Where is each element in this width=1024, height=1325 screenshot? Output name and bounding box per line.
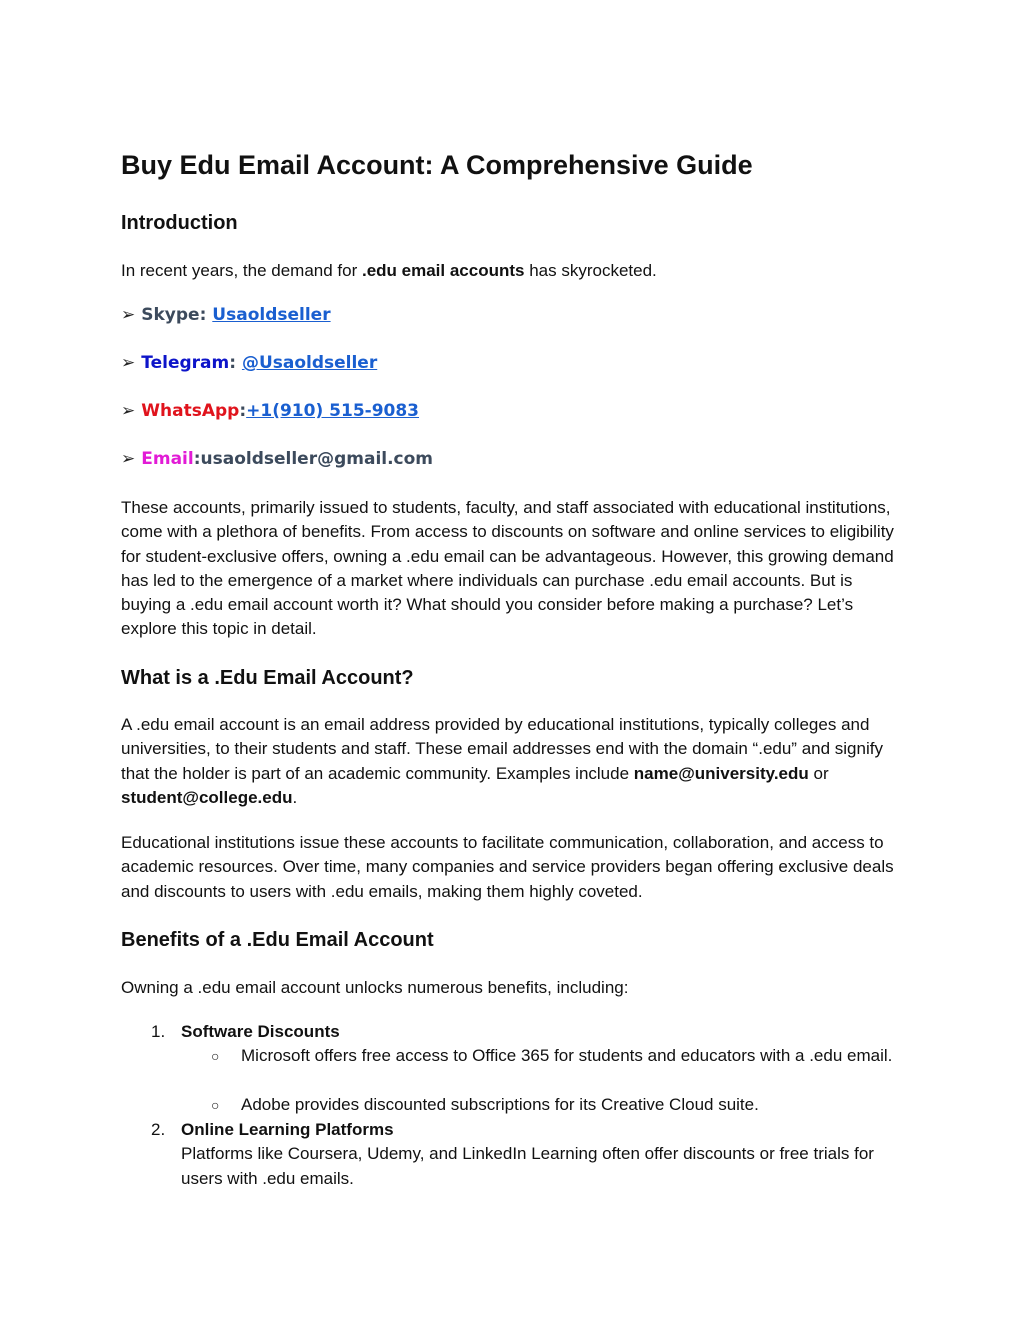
arrow-icon: ➢ [121, 353, 136, 373]
arrow-icon: ➢ [121, 401, 136, 421]
intro-paragraph: In recent years, the demand for .edu email accounts has skyrocketed. [121, 261, 657, 280]
arrow-icon: ➢ [121, 449, 136, 469]
what-is-paragraph-2: Educational institutions issue these accounts to facilitate communication, collaboration, and access to academic resources. Over time, many companies and service providers began offering exclusive deals and discounts to users with .edu emails, making them highly coveted. [121, 833, 894, 901]
what-is-paragraph-1: A .edu email account is an email address provided by educational institutions, typically colleges and universities, to their students and staff. These email addresses end with the domain “.edu” and signify that the holder is part of an academic community. Examples include name@university.edu or student@college.edu. [121, 715, 883, 807]
list-item-number: 2. [151, 1120, 166, 1139]
whatsapp-separator: : [239, 401, 247, 421]
telegram-link[interactable]: @Usaoldseller [241, 353, 378, 373]
contact-email [121, 449, 433, 469]
contact-skype [121, 305, 331, 325]
contact-telegram [121, 353, 377, 373]
whatsapp-link[interactable]: +1(910) 515-9083 [246, 401, 420, 421]
arrow-icon: ➢ [121, 305, 136, 325]
skype-label: Skype: [141, 305, 213, 325]
benefits-heading: Benefits of a .Edu Email Account [121, 929, 434, 951]
email-label: Email [141, 449, 194, 469]
telegram-separator: : [229, 353, 242, 373]
list-item-title: Software Discounts [181, 1022, 340, 1041]
benefits-list [121, 1020, 906, 1200]
list-item-text: Platforms like Coursera, Udemy, and LinkedIn Learning often offer discounts or free trials for users with .edu emails. [181, 1144, 874, 1188]
introduction-heading: Introduction [121, 212, 238, 234]
skype-link[interactable]: Usaoldseller [212, 305, 331, 325]
whatsapp-label: WhatsApp [141, 401, 240, 421]
contact-whatsapp [121, 401, 419, 421]
email-value: :usaoldseller@gmail.com [193, 449, 434, 469]
telegram-label: Telegram [141, 353, 230, 373]
example-email-2: student@college.edu [121, 787, 293, 807]
page-title: Buy Edu Email Account: A Comprehensive Guide [121, 150, 753, 180]
bullet-icon: ○ [211, 1097, 220, 1113]
benefits-intro: Owning a .edu email account unlocks numerous benefits, including: [121, 978, 629, 997]
list-item-title: Online Learning Platforms [181, 1120, 394, 1139]
list-subitem: Adobe provides discounted subscriptions for its Creative Cloud suite. [241, 1095, 759, 1114]
what-is-heading: What is a .Edu Email Account? [121, 667, 414, 689]
bullet-icon: ○ [211, 1048, 220, 1064]
list-subitem: Microsoft offers free access to Office 365 for students and educators with a .edu email. [241, 1046, 893, 1065]
accounts-paragraph: These accounts, primarily issued to students, faculty, and staff associated with educational institutions, come with a plethora of benefits. From access to discounts on software and online services to eligibility for student-exclusive offers, owning a .edu email can be advantageous. However, this growing demand has led to the emergence of a market where individuals can purchase .edu email accounts. But is buying a .edu email account worth it? What should you consider before making a purchase? Let’s explore this topic in detail. [121, 498, 894, 639]
example-email-1: name@university.edu [633, 763, 809, 783]
list-item-number: 1. [151, 1022, 166, 1041]
